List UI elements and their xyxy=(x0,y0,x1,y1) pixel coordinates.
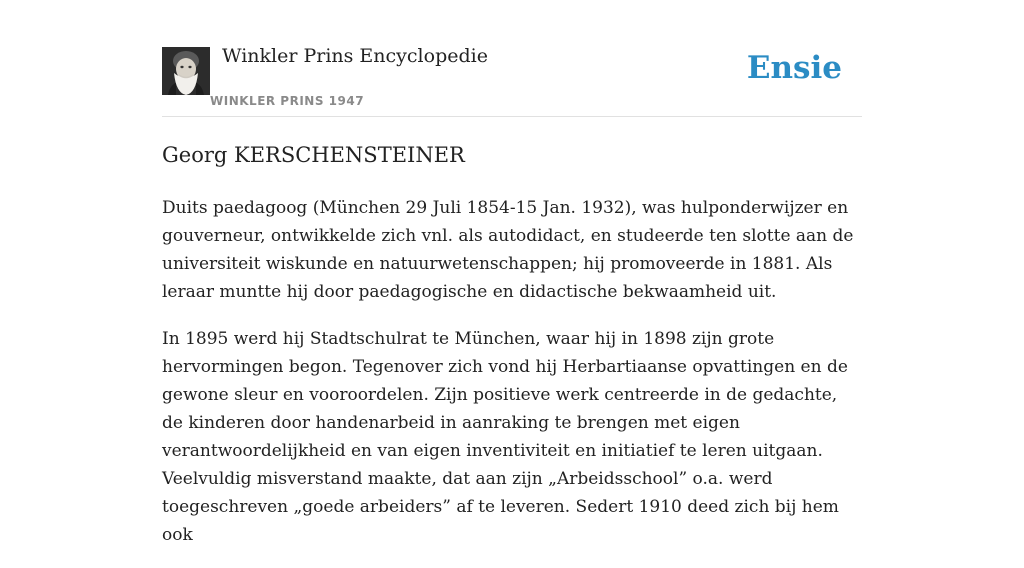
source-header xyxy=(162,0,862,117)
avatar[interactable] xyxy=(162,47,210,95)
source-title[interactable]: Winkler Prins Encyclopedie xyxy=(222,45,488,67)
bearded-portrait-icon xyxy=(162,47,210,95)
article-title: Georg KERSCHENSTEINER xyxy=(162,143,465,167)
source-subtitle[interactable]: WINKLER PRINS 1947 xyxy=(210,94,365,108)
article-paragraph: Duits paedagoog (München 29 Juli 1854-15 Jan. 1932), was hulponderwijzer en gouverneur, ontwikkelde zich vnl. als autodidact, en studeerde ten slotte aan de universiteit wiskunde en natuurwetenschappen; hij promoveerde in 1881. Als leraar muntte hij door paedagogische en didactische bekwaamheid uit. xyxy=(162,198,854,302)
brand-logo[interactable]: Ensie xyxy=(746,50,842,86)
article-paragraph: In 1895 werd hij Stadtschulrat te München, waar hij in 1898 zijn grote hervormingen begon. Tegenover zich vond hij Herbartiaanse opvattingen en de gewone sleur en vooroordelen. Zijn positieve werk centreerde in de gedachte, de kinderen door handenarbeid in aanraking te brengen met eigen verantwoordelijkheid en van eigen inventiviteit en initiatief te leren uitgaan. Veelvuldig misverstand maakte, dat aan zijn „Arbeidsschool” o.a. werd toegeschreven „goede arbeiders” af te leveren. Sedert 1910 deed zich bij hem ook xyxy=(162,329,848,545)
article xyxy=(162,138,862,568)
